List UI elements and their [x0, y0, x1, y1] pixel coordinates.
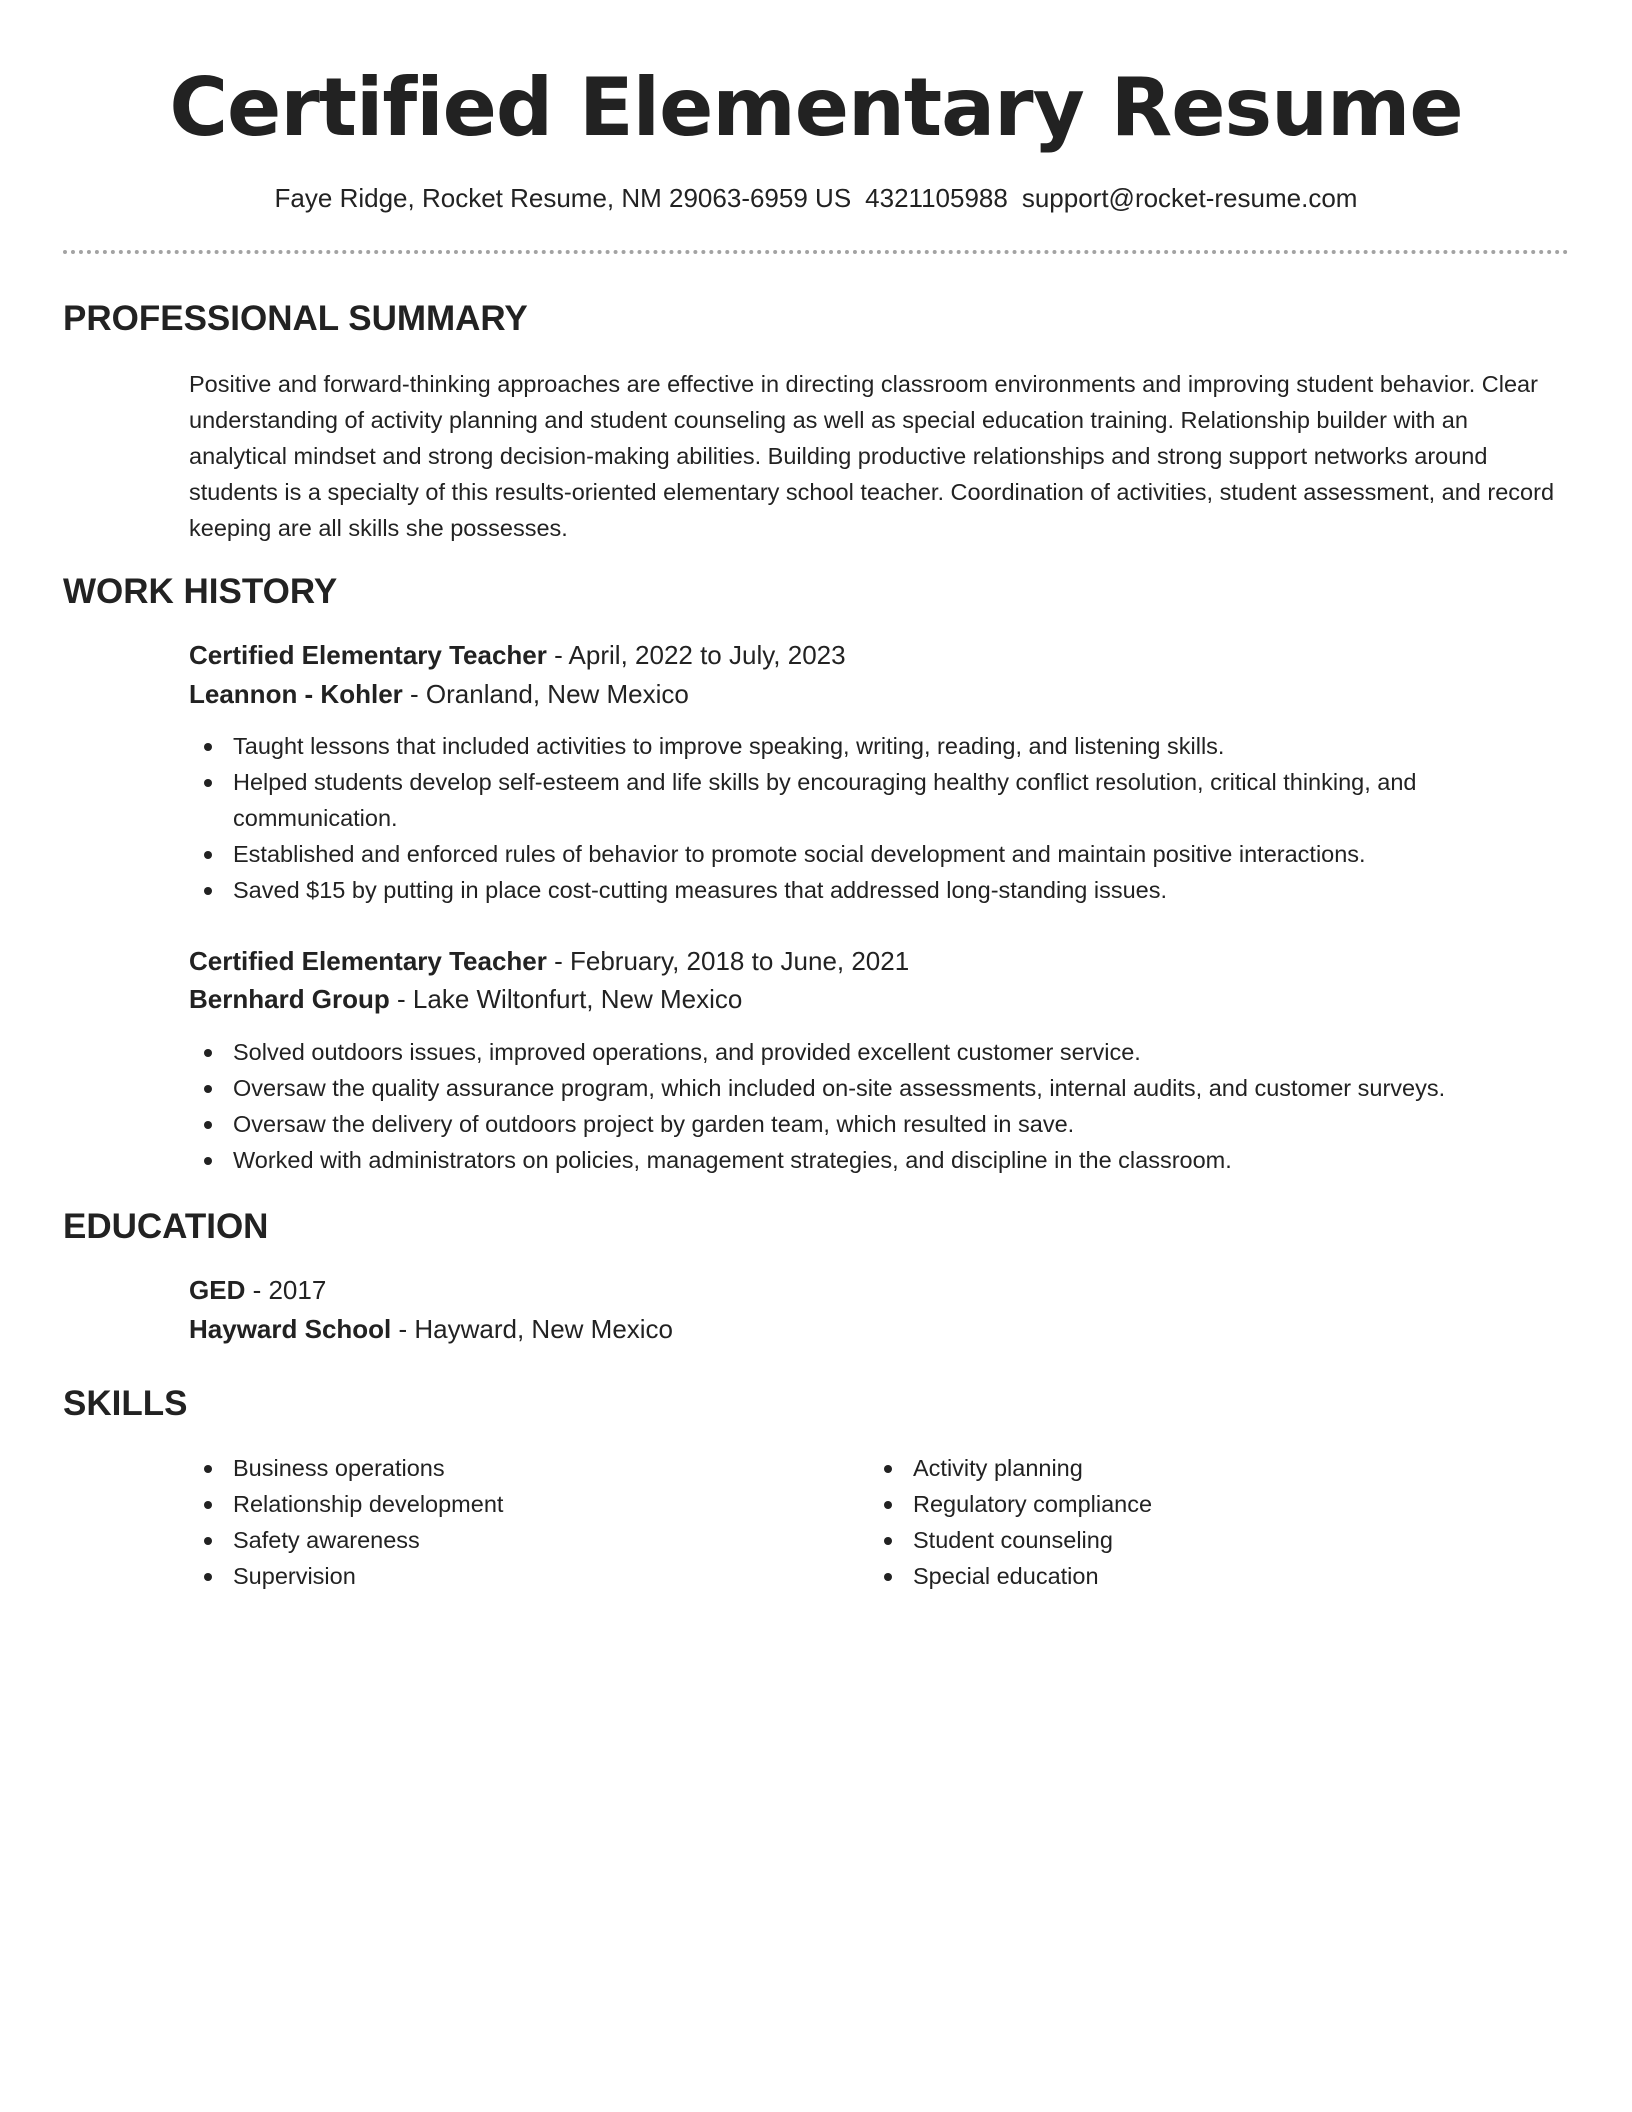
job-1-dates: - April, 2022 to July, 2023: [546, 640, 846, 670]
job-1-bullets: [189, 728, 1569, 908]
summary-text: Positive and forward-thinking approaches are effective in directing classroom environments and improving student behavior. Clear understanding of activity planning and student counseling as well as special education training. Relationship builder with an analytical mindset and strong decision-making abilities. Building productive relationships and strong support networks around students is a specialty of this results-oriented elementary school teacher. Coordination of activities, student assessment, and record keeping are all skills she possesses.: [189, 371, 1555, 541]
job-2-location: - Lake Wiltonfurt, New Mexico: [389, 984, 743, 1014]
job-1-title-line: [189, 637, 846, 673]
job-1-company-line: [189, 676, 689, 712]
job-1-title: Certified Elementary Teacher: [189, 640, 547, 670]
job-2-company: Bernhard Group: [189, 984, 390, 1014]
list-item: Oversaw the quality assurance program, which included on-site assessments, internal audits, and customer surveys.: [189, 1070, 1569, 1106]
list-item: Helped students develop self-esteem and life skills by encouraging healthy conflict resolution, critical thinking, and communication.: [189, 764, 1569, 836]
education-heading: EDUCATION: [63, 1207, 269, 1246]
list-item: Established and enforced rules of behavior to promote social development and maintain positive interactions.: [189, 836, 1569, 872]
job-1-company: Leannon - Kohler: [189, 679, 403, 709]
skills-list-left: [189, 1450, 789, 1594]
list-item: Regulatory compliance: [869, 1486, 1469, 1522]
contact-email: support@rocket-resume.com: [1021, 183, 1358, 213]
job-2-title-line: [189, 943, 909, 979]
list-item: Saved $15 by putting in place cost-cutting measures that addressed long-standing issues.: [189, 872, 1569, 908]
work-history-heading: WORK HISTORY: [63, 572, 338, 611]
job-2-bullets: [189, 1034, 1569, 1178]
job-1-location: - Oranland, New Mexico: [402, 679, 689, 709]
resume-title: Certified Elementary Resume: [169, 61, 1463, 154]
list-item: Safety awareness: [189, 1522, 789, 1558]
education-degree-line: [189, 1272, 326, 1308]
contact-line: [0, 180, 1632, 216]
list-item: Worked with administrators on policies, management strategies, and discipline in the classroom.: [189, 1142, 1569, 1178]
education-year: - 2017: [245, 1275, 327, 1305]
list-item: Supervision: [189, 1558, 789, 1594]
list-item: Taught lessons that included activities to improve speaking, writing, reading, and listening skills.: [189, 728, 1569, 764]
job-2-dates: - February, 2018 to June, 2021: [546, 946, 910, 976]
list-item: Business operations: [189, 1450, 789, 1486]
education-degree: GED: [189, 1275, 246, 1305]
education-location: - Hayward, New Mexico: [391, 1314, 674, 1344]
summary-heading: PROFESSIONAL SUMMARY: [63, 299, 528, 338]
list-item: Oversaw the delivery of outdoors project by garden team, which resulted in save.: [189, 1106, 1569, 1142]
list-item: Relationship development: [189, 1486, 789, 1522]
contact-address: Faye Ridge, Rocket Resume, NM 29063-6959 US: [274, 183, 852, 213]
list-item: Student counseling: [869, 1522, 1469, 1558]
list-item: Activity planning: [869, 1450, 1469, 1486]
job-2-company-line: [189, 981, 742, 1017]
contact-phone: 4321105988: [865, 183, 1008, 213]
list-item: Special education: [869, 1558, 1469, 1594]
header-divider: [63, 250, 1569, 254]
education-school: Hayward School: [189, 1314, 392, 1344]
education-school-line: [189, 1311, 673, 1347]
list-item: Solved outdoors issues, improved operations, and provided excellent customer service.: [189, 1034, 1569, 1070]
skills-list-right: [869, 1450, 1469, 1594]
skills-heading: SKILLS: [63, 1384, 188, 1423]
job-2-title: Certified Elementary Teacher: [189, 946, 547, 976]
